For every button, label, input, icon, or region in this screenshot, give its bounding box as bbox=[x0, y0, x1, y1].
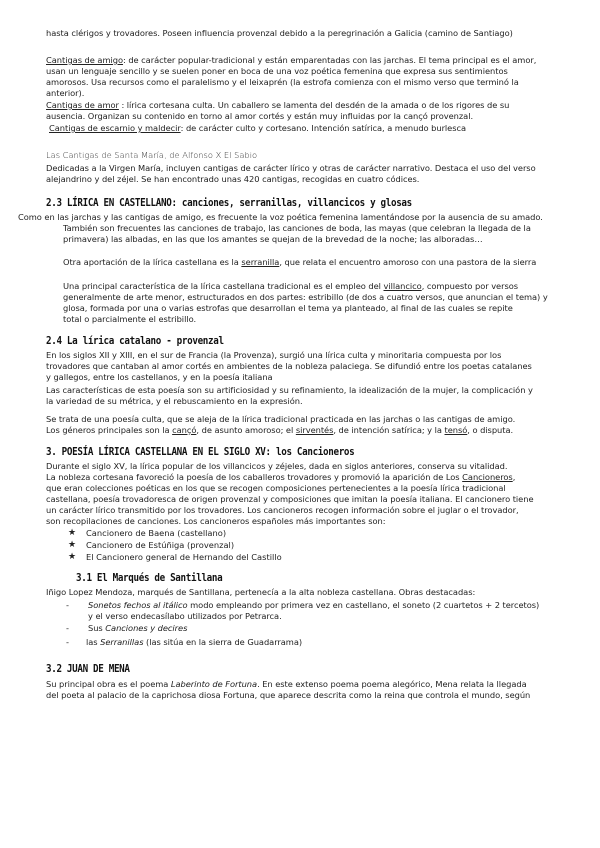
section-heading-3-1: 3.1 El Marqués de Santillana bbox=[76, 571, 223, 584]
term-villancico: villancico bbox=[383, 281, 422, 291]
list-item bbox=[88, 623, 187, 634]
text-line: un carácter lírico transmitido por los trovadores. Los cancioneros recogen información sobre el juglar o el trovador, bbox=[46, 505, 519, 515]
star-bullet-icon: ★ bbox=[68, 540, 77, 550]
term-cantigas-amigo: Cantigas de amigo bbox=[46, 55, 123, 65]
list-item: Cancionero de Estúñiga (provenzal) bbox=[86, 540, 235, 550]
text-line: total o parcialmente el estribillo. bbox=[63, 314, 197, 324]
text-span: Una principal característica de la lírica castellana tradicional es el empleo del bbox=[63, 281, 384, 291]
term-serranilla: serranilla bbox=[241, 257, 280, 267]
text-line: trovadores que cantaban al amor cortés en ambientes de la nobleza palaciega. Se difundió entre los poetas catalanes bbox=[46, 361, 532, 371]
text-line: son recopilaciones de canciones. Los cancioneros españoles más importantes son: bbox=[46, 516, 386, 526]
text-span: , que relata el encuentro amoroso con una pastora de la sierra bbox=[279, 257, 537, 267]
text-line: generalmente de arte menor, estructurados en dos partes: estribillo (de dos a cuatro versos, que anuncian el tema) y bbox=[63, 292, 548, 302]
text-line: Iñigo Lopez Mendoza, marqués de Santillana, pertenecía a la alta nobleza castellana. Obras destacadas: bbox=[46, 587, 476, 597]
star-bullet-icon: ★ bbox=[68, 528, 77, 538]
dash-bullet: - bbox=[66, 637, 69, 647]
text-span: : de carácter culto y cortesano. Intención satírica, a menudo burlesca bbox=[180, 123, 467, 133]
text-line: glosa, formada por una o varias estrofas que desarrollan el tema ya planteado, al final de las cuales se repite bbox=[63, 303, 513, 313]
italic-title: Serranillas bbox=[100, 637, 144, 647]
text-line: y el verso endecasílabo utilizados por Petrarca. bbox=[88, 611, 282, 621]
text-span: modo empleando por primera vez en castellano, el soneto (2 cuartetos + 2 tercetos) bbox=[187, 600, 540, 610]
text-span: las bbox=[86, 637, 101, 647]
section-heading-2-3: 2.3 LÍRICA EN CASTELLANO: canciones, serranillas, villancicos y glosas bbox=[46, 196, 412, 209]
subheading-santa-maria: Las Cantigas de Santa María, de Alfonso X El Sabio bbox=[46, 150, 258, 160]
text-line: Las características de esta poesía son su artificiosidad y su refinamiento, la idealización de la mujer, la complicación y bbox=[46, 385, 533, 395]
text-span: Sus bbox=[88, 623, 106, 633]
section-heading-3-2: 3.2 JUAN DE MENA bbox=[46, 662, 130, 675]
text-line: anterior). bbox=[46, 88, 85, 98]
text-line: Durante el siglo XV, la lírica popular de los villancicos y zéjeles, dada en siglos anteriores, conserva su vitalidad. bbox=[46, 461, 508, 471]
text-line: Como en las jarchas y las cantigas de amigo, es frecuente la voz poética femenina lamentándose por la ausencia de su amado. bbox=[18, 212, 543, 222]
text-span: : lírica cortesana culta. Un caballero se lamenta del desdén de la amada o de los rigores de su bbox=[118, 100, 510, 110]
text-line: del poeta al palacio de la caprichosa diosa Fortuna, que aparece descrita como la reina que controla el mundo, según bbox=[46, 690, 531, 700]
text-line: Dedicadas a la Virgen María, incluyen cantigas de carácter lírico y otras de carácter narrativo. Destaca el uso del verso bbox=[46, 163, 536, 173]
text-line: alejandrino y del zéjel. Se han encontrado unas 420 cantigas, recogidas en cuatro códices. bbox=[46, 174, 420, 184]
italic-title: Sonetos fechos al itálico bbox=[88, 600, 188, 610]
text-span: , o disputa. bbox=[467, 425, 514, 435]
italic-title: Canciones y decires bbox=[105, 623, 188, 633]
text-span: , de asunto amoroso; el bbox=[196, 425, 296, 435]
text-span: La nobleza cortesana favoreció la poesía de los caballeros trovadores y promovió la aparición de Los bbox=[46, 472, 463, 482]
term-cantigas-amor: Cantigas de amor bbox=[46, 100, 119, 110]
text-span: , compuesto por versos bbox=[421, 281, 519, 291]
cantigas-escarnio-paragraph bbox=[49, 123, 466, 134]
cantigas-amigo-paragraph bbox=[46, 55, 536, 66]
text-span: (las sitúa en la sierra de Guadarrama) bbox=[143, 637, 303, 647]
dash-bullet: - bbox=[66, 600, 69, 610]
serranilla-paragraph bbox=[63, 257, 536, 268]
cantigas-amor-paragraph bbox=[46, 100, 509, 111]
term-tenso: tensó bbox=[444, 425, 468, 435]
text-span: : de carácter popular-tradicional y están emparentadas con las jarchas. El tema principal es el amor, bbox=[122, 55, 537, 65]
text-span: Otra aportación de la lírica castellana es la bbox=[63, 257, 242, 267]
text-line: usan un lenguaje sencillo y se suelen poner en boca de una voz poética femenina que expresa sus sentimientos bbox=[46, 66, 508, 76]
text-line: primavera) las albadas, en las que los amantes se quejan de la brevedad de la noche; las alboradas… bbox=[63, 234, 483, 244]
term-cantigas-escarnio: Cantigas de escarnio y maldecir bbox=[49, 123, 181, 133]
text-line: la variedad de su métrica, y el rebuscamiento en la expresión. bbox=[46, 396, 303, 406]
star-bullet-icon: ★ bbox=[68, 552, 77, 562]
term-sirventes: sirventés bbox=[295, 425, 334, 435]
text-span: , de intención satírica; y la bbox=[333, 425, 445, 435]
text-line: También son frecuentes las canciones de trabajo, las canciones de boda, las mayas (que celebran la llegada de la bbox=[63, 223, 531, 233]
text-span: Los géneros principales son la bbox=[46, 425, 173, 435]
text-line: que eran colecciones poéticas en los que se recogen composiciones pertenecientes a la poesía lírica tradicional bbox=[46, 483, 506, 493]
dash-bullet: - bbox=[66, 623, 69, 633]
text-line: y gallegos, entre los castellanos, y en la poesía italiana bbox=[46, 372, 273, 382]
text-line: Se trata de una poesía culta, que se aleja de la lírica tradicional practicada en las jarchas o las cantigas de amigo. bbox=[46, 414, 516, 424]
text-span: . En este extenso poema poema alegórico, Mena relata la llegada bbox=[257, 679, 527, 689]
text-line: amorosos. Usa recursos como el paralelismo y el leixaprén (la estrofa comienza con el mismo verso que terminó la bbox=[46, 77, 519, 87]
italic-title: Laberinto de Fortuna bbox=[170, 679, 258, 689]
mena-line bbox=[46, 679, 527, 690]
cancioneros-line bbox=[46, 472, 515, 483]
list-item bbox=[86, 637, 302, 648]
text-line: ausencia. Organizan su contenido en torno al amor cortés y están muy influidas por la cançó provenzal. bbox=[46, 111, 474, 121]
villancico-paragraph bbox=[63, 281, 518, 292]
text-line: hasta clérigos y trovadores. Poseen influencia provenzal debido a la peregrinación a Galicia (camino de Santiago) bbox=[46, 28, 513, 38]
text-line: castellana, poesía trovadoresca de origen provenzal y composiciones que imitan la poesía italiana. El cancionero tiene bbox=[46, 494, 534, 504]
list-item: Cancionero de Baena (castellano) bbox=[86, 528, 227, 538]
text-span: Su principal obra es el poema bbox=[46, 679, 171, 689]
section-heading-2-4: 2.4 La lírica catalano - provenzal bbox=[46, 334, 224, 347]
list-item bbox=[88, 600, 539, 611]
list-item: El Cancionero general de Hernando del Castillo bbox=[86, 552, 282, 562]
text-line: En los siglos XII y XIII, en el sur de Francia (la Provenza), surgió una lírica culta y minoritaria compuesta por los bbox=[46, 350, 502, 360]
generos-line bbox=[46, 425, 513, 436]
term-canso: cançó bbox=[172, 425, 197, 435]
term-cancioneros: Cancioneros bbox=[462, 472, 513, 482]
text-span: , bbox=[512, 472, 516, 482]
section-heading-3: 3. POESÍA LÍRICA CASTELLANA EN EL SIGLO XV: los Cancioneros bbox=[46, 445, 355, 458]
